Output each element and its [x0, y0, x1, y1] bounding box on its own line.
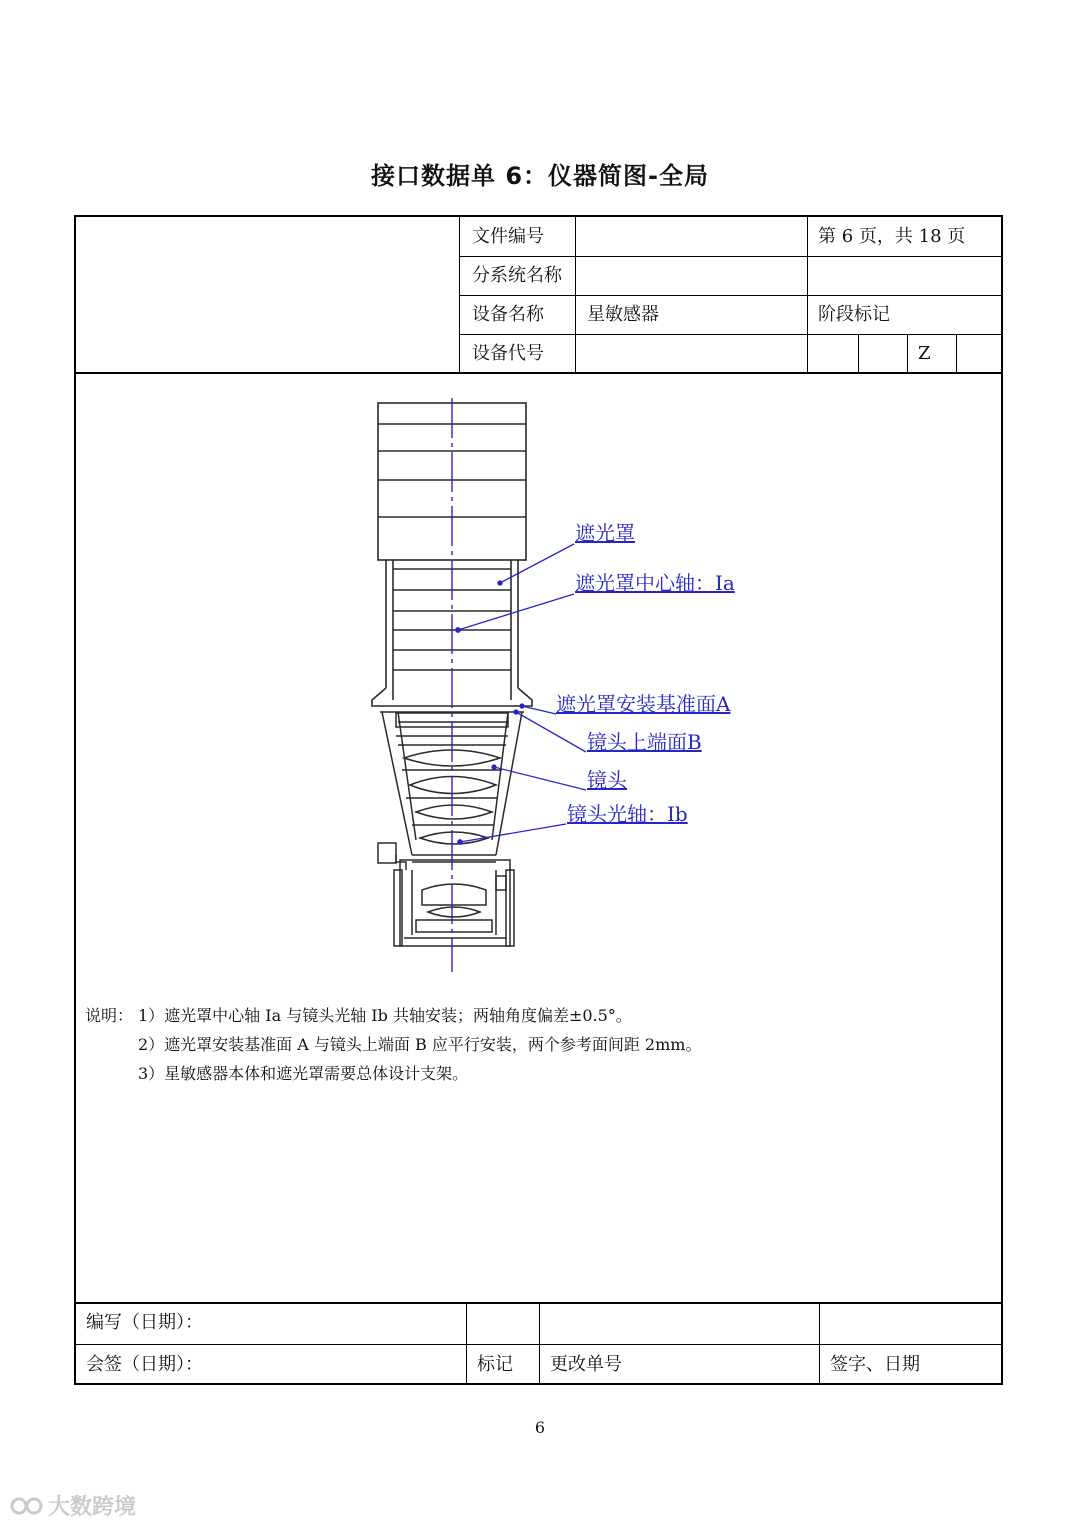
note-item-3: 3）星敏感器本体和遮光罩需要总体设计支架。 [138, 1064, 469, 1083]
label-hood: 遮光罩 [575, 521, 635, 545]
device-name-value: 星敏感器 [587, 304, 659, 325]
notes-prefix: 说明： [85, 1006, 134, 1025]
page-info: 第 6 页，共 18 页 [818, 226, 966, 247]
note-item-2: 2）遮光罩安装基准面 A 与镜头上端面 B 应平行安装，两个参考面间距 2mm。 [138, 1035, 702, 1054]
device-name-label: 设备名称 [472, 304, 544, 325]
device-code-label: 设备代号 [472, 343, 544, 364]
change-no-label: 更改单号 [550, 1354, 622, 1375]
label-hood-mount-plane: 遮光罩安装基准面A [556, 692, 731, 716]
label-hood-axis: 遮光罩中心轴：Ia [575, 571, 735, 595]
lens-outline [378, 712, 522, 946]
hood-outline [372, 403, 532, 712]
document-title: 接口数据单 6：仪器简图-全局 [370, 162, 709, 190]
author-label: 编写（日期）： [86, 1312, 203, 1333]
label-lens: 镜头 [587, 768, 627, 792]
subsystem-label: 分系统名称 [472, 265, 562, 286]
stage-label: 阶段标记 [818, 304, 890, 325]
watermark-text: 大数跨境 [48, 1495, 137, 1520]
countersign-label: 会签（日期）： [86, 1354, 203, 1375]
page-number: 6 [534, 1418, 546, 1437]
watermark-logo-icon [10, 1495, 44, 1517]
mark-label: 标记 [477, 1354, 513, 1375]
label-lens-axis: 镜头光轴：Ib [567, 802, 688, 826]
note-item-1: 1）遮光罩中心轴 Ia 与镜头光轴 Ib 共轴安装；两轴角度偏差±0.5°。 [138, 1006, 632, 1025]
watermark [10, 1490, 136, 1521]
stage-value-3: Z [918, 343, 931, 364]
doc-no-label: 文件编号 [472, 226, 544, 247]
sign-date-label: 签字、日期 [830, 1354, 920, 1375]
label-lens-top-face: 镜头上端面B [587, 730, 702, 754]
